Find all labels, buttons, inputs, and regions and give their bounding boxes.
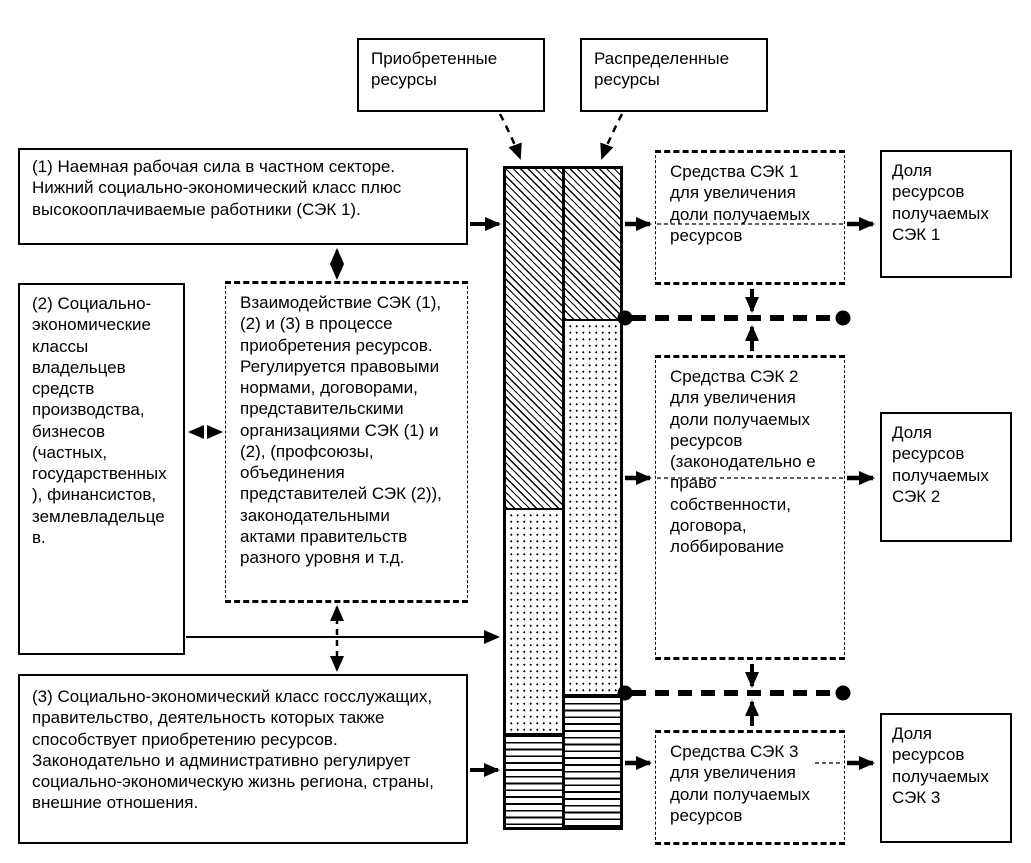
arrow-distributed-to-column <box>602 114 622 158</box>
box-share-sek1 <box>880 150 1012 278</box>
resource-column <box>503 166 623 830</box>
sek2-description-label: (2) Социально-экономические классы владельцев средств производства, бизнесов (частных, государственных), финансистов, землевладельцев. <box>32 294 167 547</box>
box-funds-sek2 <box>655 355 845 660</box>
box-distributed-resources <box>580 38 768 112</box>
box-sek2-description <box>18 283 185 655</box>
funds-sek3-label: Средства СЭК 3 для увеличения доли получаемых ресурсов <box>670 742 811 825</box>
box-share-sek3 <box>880 713 1012 843</box>
right-bar-seg-horizontal-lines <box>565 694 620 827</box>
left-bar-seg-dots <box>506 508 562 733</box>
box-funds-sek1 <box>655 150 845 285</box>
funds-sek2-label: Средства СЭК 2 для увеличения доли получаемых ресурсов (законодательно е право собственности, договора, лоббирование <box>670 367 816 556</box>
share-sek1-label: Доля ресурсов получаемых СЭК 1 <box>892 161 989 244</box>
left-bar-seg-diagonal-hatch <box>506 169 562 508</box>
box-interaction <box>225 281 468 603</box>
share-sek2-label: Доля ресурсов получаемых СЭК 2 <box>892 423 989 506</box>
right-bar-seg-dots <box>565 319 620 694</box>
box-sek1-description <box>18 148 468 245</box>
box-share-sek2 <box>880 412 1012 542</box>
acquired-resources-label: Приобретенные ресурсы <box>371 49 498 90</box>
boundary1-right-dot <box>836 311 851 326</box>
distributed-resources-label: Распределенные ресурсы <box>594 49 730 90</box>
sek3-description-label: (3) Социально-экономический класс госслужащих, правительство, деятельность которых также способствует приобретению ресурсов. Законодательно и административно регулирует социально-экономическую жизнь региона, страны, внешние отношения. <box>32 687 434 813</box>
share-sek3-label: Доля ресурсов получаемых СЭК 3 <box>892 724 989 807</box>
right-bar-seg-diagonal-hatch <box>565 169 620 319</box>
box-acquired-resources <box>357 38 545 112</box>
arrow-acquired-to-column <box>500 114 520 158</box>
left-bar <box>506 169 562 827</box>
funds-sek1-label: Средства СЭК 1 для увеличения доли получаемых ресурсов <box>670 162 811 245</box>
left-bar-seg-horizontal-lines <box>506 733 562 827</box>
right-bar <box>565 169 620 827</box>
sek1-description-label: (1) Наемная рабочая сила в частном секторе. Нижний социально-экономический класс плюс высокооплачиваемые работники (СЭК 1). <box>32 157 402 219</box>
interaction-label: Взаимодействие СЭК (1), (2) и (3) в процессе приобретения ресурсов. Регулируется правовыми нормами, договорами, представительскими организациями СЭК (1) и (2), (профсоюзы, объединения представителей СЭК (2)), законодательными актами правительств разного уровня и т.д. <box>240 293 442 567</box>
box-funds-sek3 <box>655 730 845 845</box>
box-sek3-description <box>18 674 468 844</box>
boundary2-right-dot <box>836 686 851 701</box>
